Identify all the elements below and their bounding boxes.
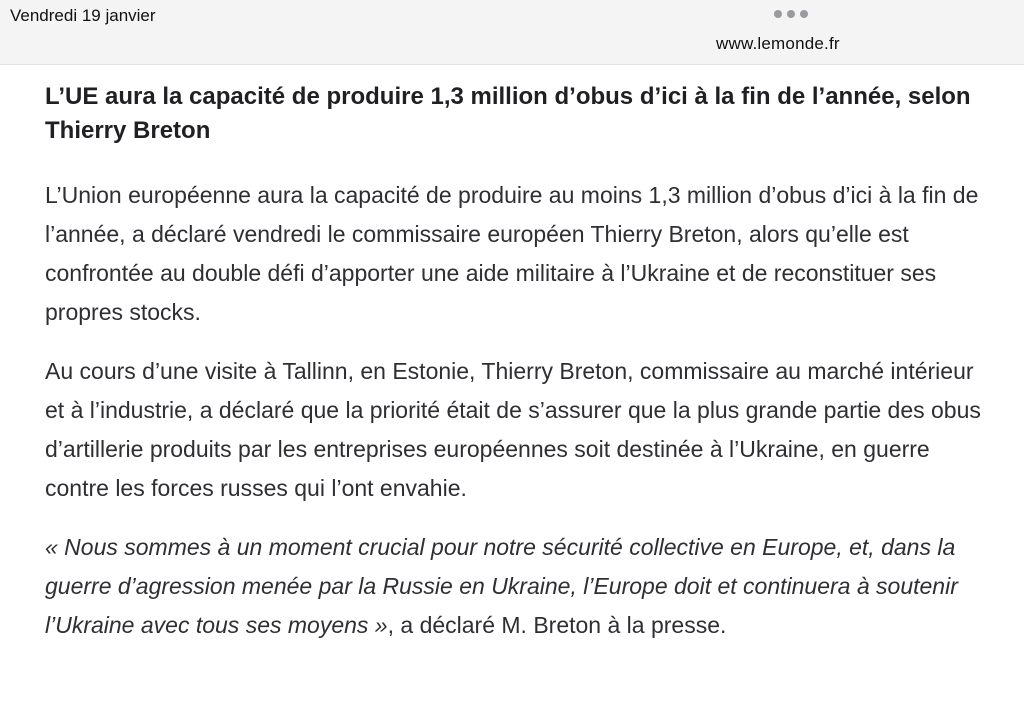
dot [800, 10, 808, 18]
article-paragraph-2: Au cours d’une visite à Tallinn, en Estonie, Thierry Breton, commissaire au marché intérieur et à l’industrie, a déclaré que la priorité était de s’assurer que la plus grande partie des obus d’artillerie produits par les entreprises européennes soit destinée à l’Ukraine, en guerre contre les forces russes qui l’ont envahie. [45, 358, 981, 501]
article-body [45, 80, 985, 645]
article-headline: L’UE aura la capacité de produire 1,3 million d’obus d’ici à la fin de l’année, selon Thierry Breton [45, 83, 971, 144]
article-paragraph-1: L’Union européenne aura la capacité de produire au moins 1,3 million d’obus d’ici à la fin de l’année, a déclaré vendredi le commissaire européen Thierry Breton, alors qu’elle est confrontée au double défi d’apporter une aide militaire à l’Ukraine et de reconstituer ses propres stocks. [45, 182, 979, 325]
status-bar [0, 0, 1024, 65]
dot [774, 10, 782, 18]
article-quote: « Nous sommes à un moment crucial pour notre sécurité collective en Europe, et, dans la guerre d’agression menée par la Russie en Ukraine, l’Europe doit et continuera à soutenir l’Ukraine avec tous ses moyens » [45, 534, 958, 638]
article-quote-attribution: , a déclaré M. Breton à la presse. [387, 612, 727, 638]
url-display[interactable]: www.lemonde.fr [716, 34, 840, 53]
status-date: Vendredi 19 janvier [10, 6, 156, 25]
three-dots-icon[interactable] [774, 10, 808, 18]
article-paragraph-3 [45, 528, 985, 645]
dot [787, 10, 795, 18]
